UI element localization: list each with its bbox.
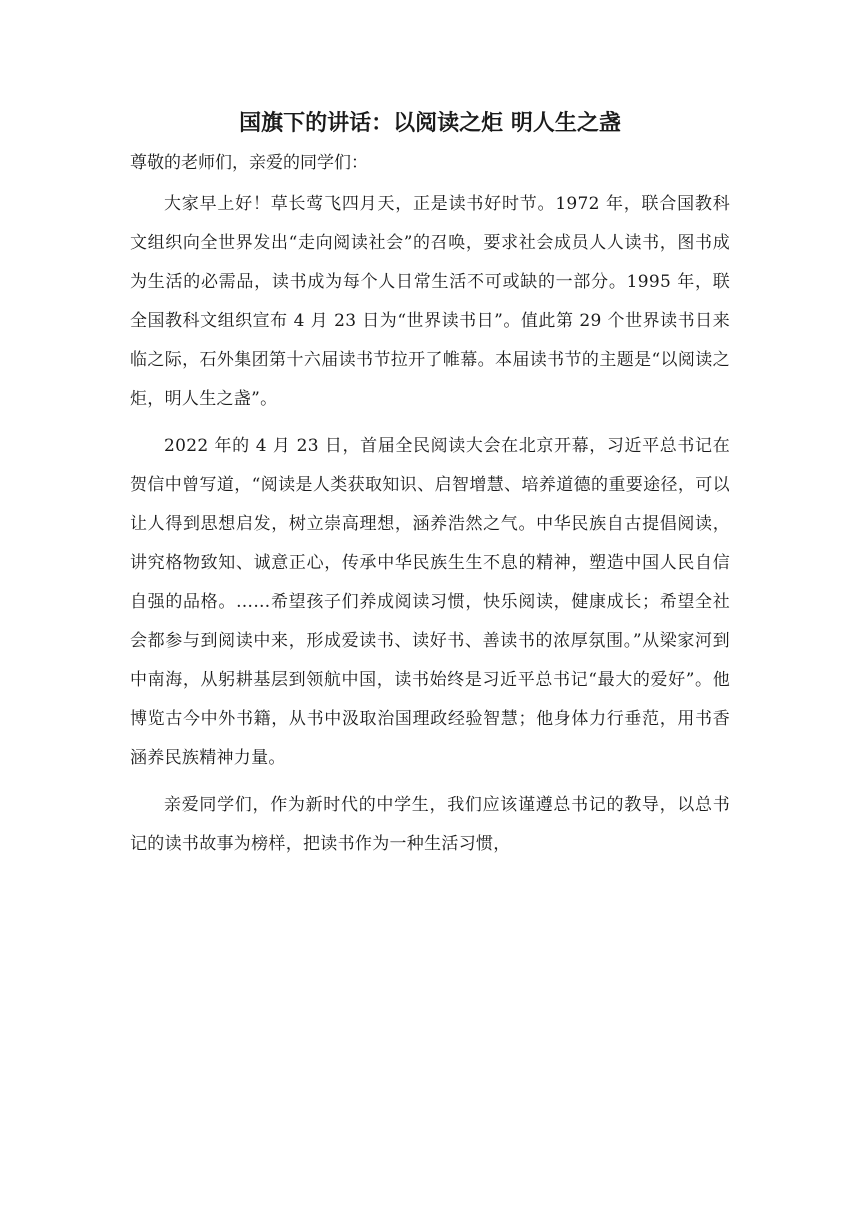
paragraph-3: 亲爱同学们，作为新时代的中学生，我们应该谨遵总书记的教导，以总书记的读书故事为榜样，把读书作为一种生活习惯， [130, 795, 730, 854]
paragraph-2: 2022 年的 4 月 23 日，首届全民阅读大会在北京开幕，习近平总书记在贺信中曾写道，“阅读是人类获取知识、启智增慧、培养道德的重要途径，可以让人得到思想启发，树立崇高理想，涵养浩然之气。中华民族自古提倡阅读，讲究格物致知、诚意正心，传承中华民族生生不息的精神，塑造中国人民自信自强的品格。……希望孩子们养成阅读习惯，快乐阅读，健康成长；希望全社会都参与到阅读中来，形成爱读书、读好书、善读书的浓厚氛围。”从梁家河到中南海，从躬耕基层到领航中国，读书始终是习近平总书记“最大的爱好”。他博览古今中外书籍，从书中汲取治国理政经验智慧；他身体力行垂范，用书香涵养民族精神力量。 [130, 436, 730, 768]
document-page [130, 104, 730, 864]
paragraph-1: 大家早上好！草长莺飞四月天，正是读书好时节。1972 年，联合国教科文组织向全世界发出“走向阅读社会”的召唤，要求社会成员人人读书，图书成为生活的必需品，读书成为每个人日常生活不可或缺的一部分。1995 年，联全国教科文组织宣布 4 月 23 日为“世界读书日”。值此第 29 个世界读书日来临之际，石外集团第十六届读书节拉开了帷幕。本届读书节的主题是“以阅读之炬，明人生之盏”。 [130, 194, 730, 409]
document-title: 国旗下的讲话：以阅读之炬 明人生之盏 [239, 111, 621, 136]
salutation: 尊敬的老师们，亲爱的同学们： [130, 153, 368, 173]
